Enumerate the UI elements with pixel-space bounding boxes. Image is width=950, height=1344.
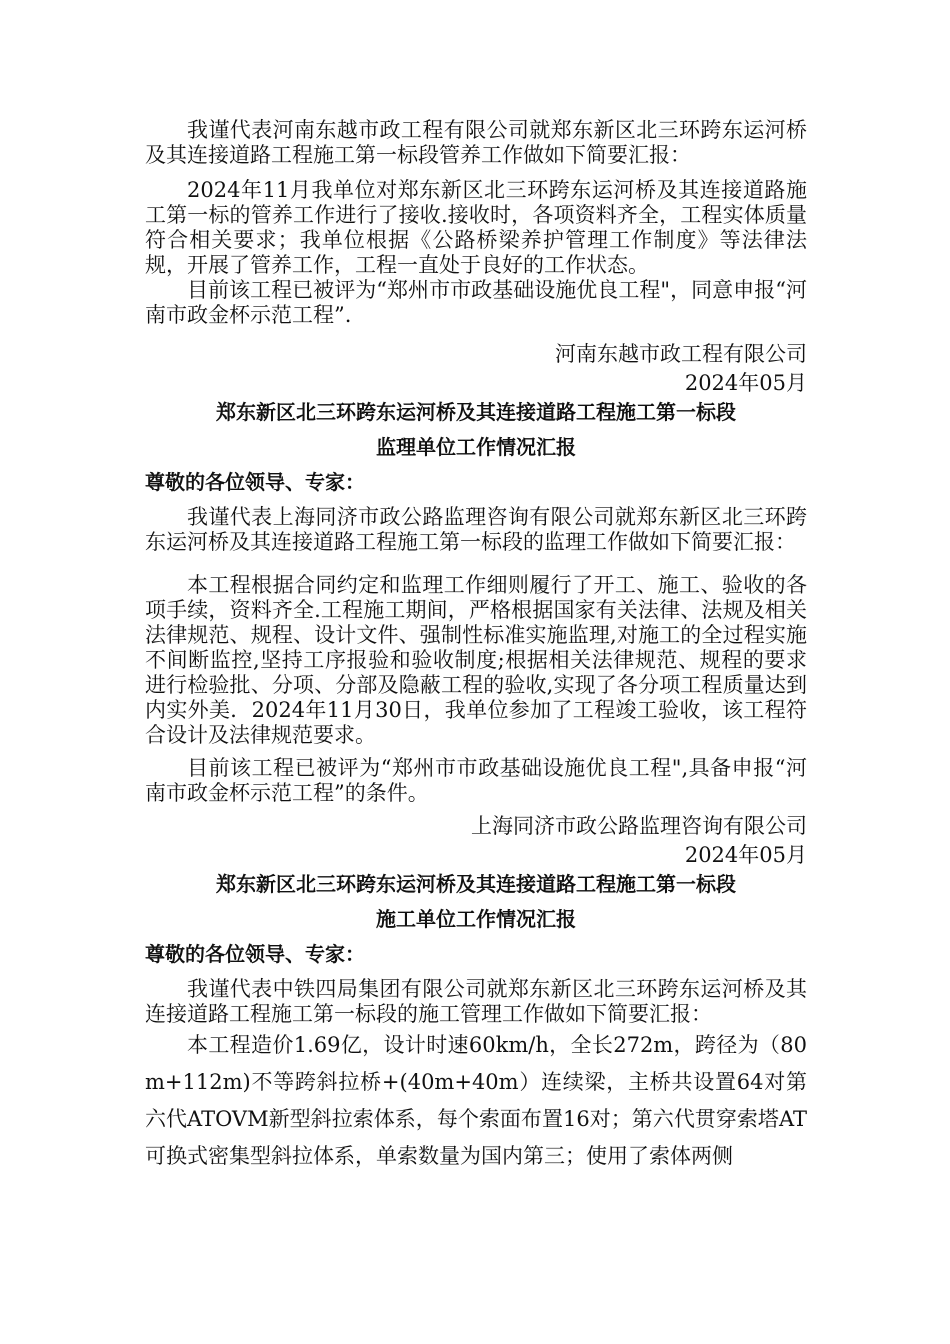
s2-para1: 本工程根据合同约定和监理工作细则履行了开工、施工、验收的各项手续，资料齐全.工程施工期间，严格根据国家有关法律、法规及相关法律规范、规程、设计文件、强制性标准实施监理,对施工的全过程实施不间断监控,坚持工序报验和验收制度;根据相关法律规范、规程的要求进行检验批、分项、分部及隐蔽工程的验收,实现了各分项工程质量达到内实外美．2024年11月30日，我单位参加了工程竣工验收，该工程符合设计及法律规范要求。 xyxy=(145,573,807,747)
document-page xyxy=(145,118,807,1175)
s2-date: 2024年05月 xyxy=(684,843,807,867)
s1-intro: 我谨代表河南东越市政工程有限公司就郑东新区北三环跨东运河桥及其连接道路工程施工第一标段管养工作做如下简要汇报： xyxy=(145,118,807,167)
s2-intro: 我谨代表上海同济市政公路监理咨询有限公司就郑东新区北三环跨东运河桥及其连接道路工程施工第一标段的监理工作做如下简要汇报： xyxy=(145,505,807,554)
s2-title-line1: 郑东新区北三环跨东运河桥及其连接道路工程施工第一标段 xyxy=(216,400,736,424)
s3-intro: 我谨代表中铁四局集团有限公司就郑东新区北三环跨东运河桥及其连接道路工程施工第一标段的施工管理工作做如下简要汇报： xyxy=(145,977,807,1026)
s1-para1: 2024年11月我单位对郑东新区北三环跨东运河桥及其连接道路施工第一标的管养工作进行了接收.接收时，各项资料齐全，工程实体质量符合相关要求；我单位根据《公路桥梁养护管理工作制度》等法律法规，开展了管养工作，工程一直处于良好的工作状态。 xyxy=(145,178,807,277)
s1-para2: 目前该工程已被评为“郑州市市政基础设施优良工程"，同意申报“河南市政金杯示范工程”. xyxy=(145,278,807,327)
s2-signature: 上海同济市政公路监理咨询有限公司 xyxy=(471,814,807,838)
s1-signature: 河南东越市政工程有限公司 xyxy=(555,342,807,366)
s1-date: 2024年05月 xyxy=(684,371,807,395)
s3-title-line1: 郑东新区北三环跨东运河桥及其连接道路工程施工第一标段 xyxy=(216,872,736,896)
s2-para2: 目前该工程已被评为“郑州市市政基础设施优良工程",具备申报“河南市政金杯示范工程”的条件。 xyxy=(145,756,807,805)
s3-salutation: 尊敬的各位领导、专家： xyxy=(145,942,365,966)
s2-salutation: 尊敬的各位领导、专家： xyxy=(145,470,365,494)
s2-title-line2: 监理单位工作情况汇报 xyxy=(376,435,576,459)
s3-para1: 本工程造价1.69亿，设计时速60km/h，全长272m，跨径为（80m+112m)不等跨斜拉桥+(40m+40m）连续梁，主桥共设置64对第六代ATOVM新型斜拉索体系，每个索面布置16对；第六代贯穿索塔AT可换式密集型斜拉体系，单索数量为国内第三；使用了索体两侧 xyxy=(145,1033,807,1168)
s3-title-line2: 施工单位工作情况汇报 xyxy=(376,907,576,931)
